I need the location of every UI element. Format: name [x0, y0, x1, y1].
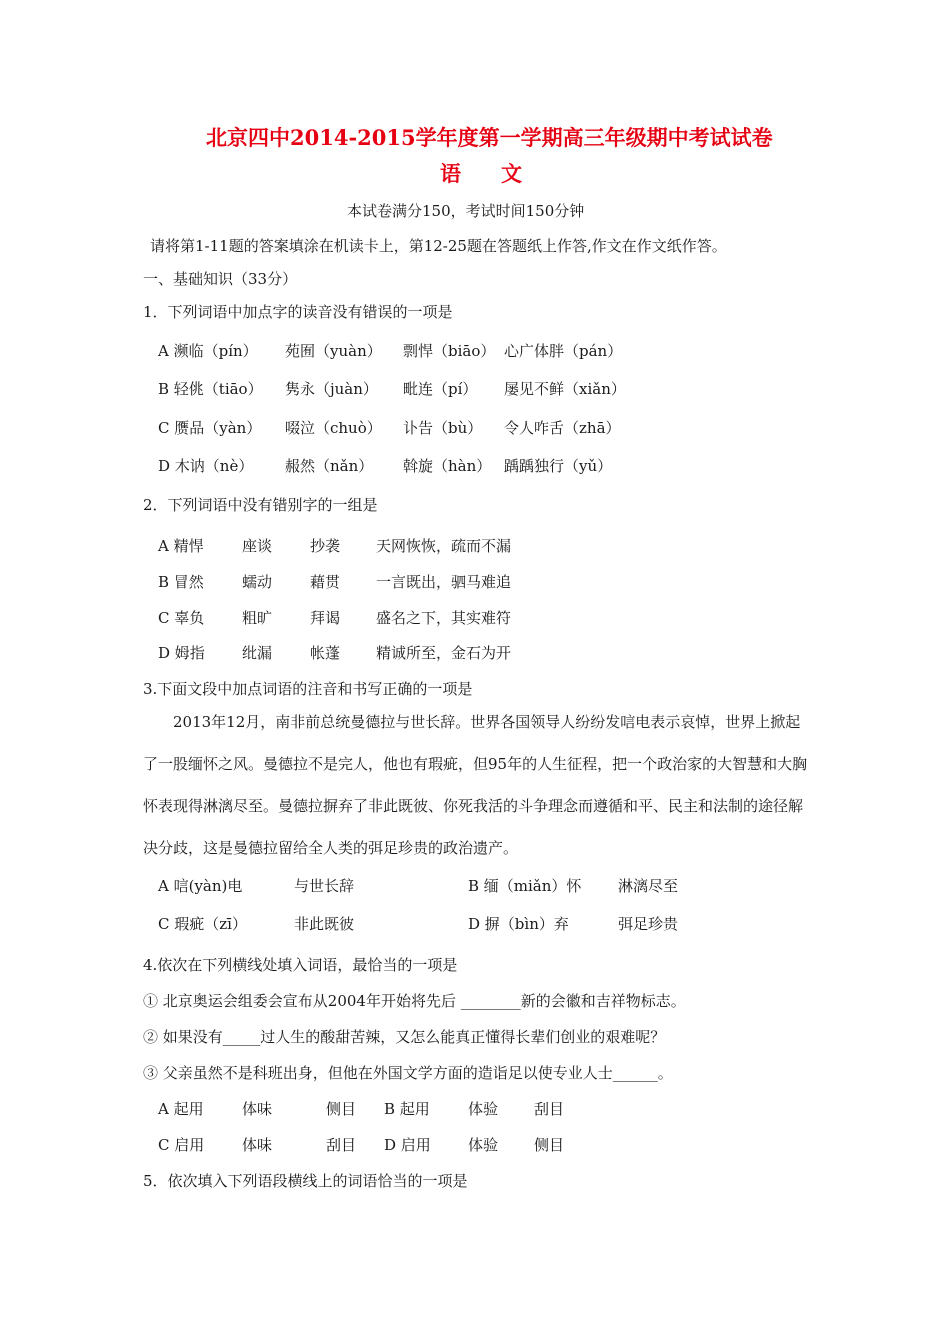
- q3-passage: 2013年12月，南非前总统曼德拉与世长辞。世界各国领导人纷纷发唁电表示哀悼，世界上掀起了一股缅怀之风。曼德拉不是完人，他也有瑕疵，但95年的人生征程，把一个政治家的大智慧和大胸怀表现得淋漓尽至。曼德拉摒弃了非此既彼、你死我活的斗争理念而遵循和平、民主和法制的途径解决分歧，这是曼德拉留给全人类的弭足珍贵的政治遗产。: [143, 713, 808, 857]
- q4-options-row-1: A 起用 体味 侧目 B 起用 体验 刮目: [158, 1100, 565, 1118]
- q1-option-b: B 轻佻（tiāo） 隽永（juàn） 毗连（pí） 屡见不鲜（xiǎn）: [158, 380, 626, 398]
- answer-instructions: 请将第1-11题的答案填涂在机读卡上，第12-25题在答题纸上作答,作文在作文纸作答。: [150, 237, 727, 255]
- question-1-stem: 1．下列词语中加点字的读音没有错误的一项是: [143, 303, 453, 321]
- q4-item-2: ② 如果没有_____过人生的酸甜苦辣，又怎么能真正懂得长辈们创业的艰难呢？: [143, 1028, 666, 1046]
- q4-options-row-2: C 启用 体味 刮目 D 启用 体验 侧目: [158, 1136, 565, 1154]
- q2-option-d: D 姆指 纰漏 帐蓬 精诚所至，金石为开: [158, 644, 512, 662]
- q1-option-c: C 赝品（yàn） 啜泣（chuò） 讣告（bù） 令人咋舌（zhā）: [158, 419, 621, 437]
- question-5-stem: 5．依次填入下列语段横线上的词语恰当的一项是: [143, 1172, 468, 1190]
- subject-title: 语文: [440, 161, 562, 186]
- q2-option-c: C 辜负 粗旷 拜谒 盛名之下，其实难符: [158, 609, 512, 627]
- q3-options-row-2: C 瑕疵（zī） 非此既彼 D 摒（bìn）弃 弭足珍贵: [158, 915, 679, 933]
- question-4-stem: 4.依次在下列横线处填入词语，最恰当的一项是: [143, 956, 458, 974]
- q4-item-1: ① 北京奥运会组委会宣布从2004年开始将先后 ________新的会徽和吉祥物标志。: [143, 992, 686, 1010]
- q1-option-a: A 濒临（pín） 苑囿（yuàn） 剽悍（biāo） 心广体胖（pán）: [158, 342, 623, 360]
- q2-option-b: B 冒然 蠕动 藉贯 一言既出，驷马难追: [158, 573, 512, 591]
- q1-option-d: D 木讷（nè） 赧然（nǎn） 斡旋（hàn） 踽踽独行（yǔ）: [158, 457, 613, 475]
- score-time-note: 本试卷满分150，考试时间150分钟: [347, 202, 585, 220]
- q3-options-row-1: A 唁(yàn)电 与世长辞 B 缅（miǎn）怀 淋漓尽至: [158, 877, 679, 895]
- q4-item-3: ③ 父亲虽然不是科班出身，但他在外国文学方面的造诣足以使专业人士______。: [143, 1064, 673, 1082]
- q2-option-a: A 精悍 座谈 抄袭 天网恢恢，疏而不漏: [158, 537, 512, 555]
- exam-title: 北京四中2014-2015学年度第一学期高三年级期中考试试卷: [206, 125, 773, 150]
- section-heading: 一、基础知识（33分）: [143, 270, 298, 288]
- question-2-stem: 2．下列词语中没有错别字的一组是: [143, 496, 378, 514]
- question-3-stem: 3.下面文段中加点词语的注音和书写正确的一项是: [143, 680, 473, 698]
